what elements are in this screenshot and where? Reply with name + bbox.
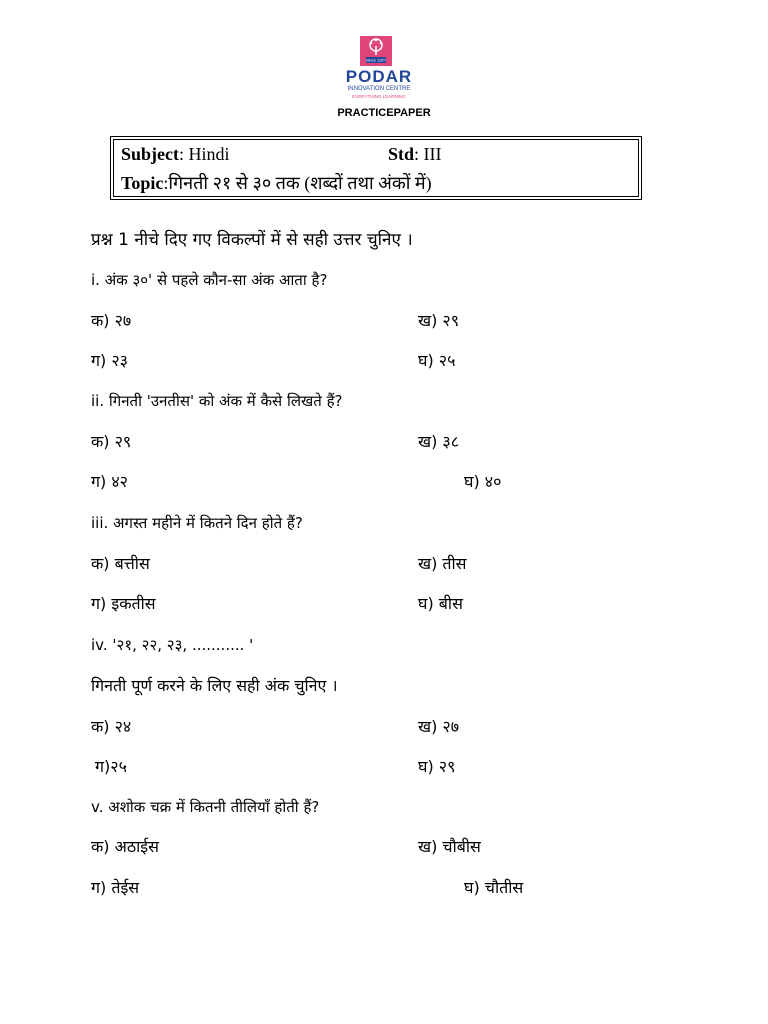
option-ka: क) २४ <box>91 717 132 736</box>
option-gha: घ) २९ <box>418 757 456 776</box>
option-kha: ख) चौबीस <box>418 837 481 856</box>
question-item-text: i. अंक ३०' से पहले कौन-सा अंक आता है? <box>91 271 328 289</box>
logo-brand-text: PODAR <box>345 67 413 86</box>
logo-tagline-text: EVERYTHING LEARNING <box>352 94 406 99</box>
question-item-text: iv. '२१, २२, २३, ........... ' <box>91 636 254 654</box>
question-item-text: v. अशोक चक्र में कितनी तीलियाँ होती हैं? <box>91 798 320 816</box>
question-item-text: iii. अगस्त महीने में कितने दिन होते हैं? <box>91 514 303 532</box>
option-ga: ग) २३ <box>91 351 128 370</box>
option-ga: ग) इकतीस <box>91 594 156 613</box>
option-ka: क) अठाईस <box>91 837 159 856</box>
option-gha: घ) २५ <box>418 351 456 370</box>
subject-value: : Hindi <box>179 144 230 164</box>
subject-line <box>121 143 230 165</box>
std-line <box>388 143 442 165</box>
option-ka: क) २९ <box>91 432 132 451</box>
std-value: : III <box>414 144 442 164</box>
logo-since-text: Since 1927 <box>365 57 387 63</box>
tree-emblem-icon <box>360 36 392 66</box>
option-kha: ख) २७ <box>418 717 460 736</box>
logo-subtitle-text: INNOVATION CENTRE <box>347 86 411 92</box>
option-ga: ग) ४२ <box>91 472 128 491</box>
option-ka: क) बत्तीस <box>91 554 150 573</box>
option-kha: ख) तीस <box>418 554 467 573</box>
subject-topic-inner <box>113 139 639 197</box>
option-gha: घ) बीस <box>418 594 463 613</box>
topic-label: Topic <box>121 173 164 193</box>
option-ga: ग) तेईस <box>91 878 140 897</box>
option-kha: ख) ३८ <box>418 432 460 451</box>
std-label: Std <box>388 144 415 164</box>
option-gha: घ) चौतीस <box>464 878 524 897</box>
paper-title: PRACTICEPAPER <box>337 107 431 119</box>
topic-value: :गिनती २१ से ३० तक (शब्दों तथा अंकों में) <box>163 173 432 193</box>
subject-label: Subject <box>121 144 179 164</box>
question-item-subtext: गिनती पूर्ण करने के लिए सही अंक चुनिए । <box>91 676 338 695</box>
option-kha: ख) २९ <box>418 311 460 330</box>
option-gha: घ) ४० <box>464 472 502 491</box>
topic-line <box>121 172 432 194</box>
question-item-text: ii. गिनती 'उनतीस' को अंक में कैसे लिखते हैं? <box>91 392 343 410</box>
podar-logo <box>329 36 439 104</box>
question-heading: प्रश्न 1 नीचे दिए गए विकल्पों में से सही उत्तर चुनिए । <box>91 230 413 250</box>
subject-topic-box <box>110 136 642 200</box>
option-ga: ग)२५ <box>95 757 127 776</box>
option-ka: क) २७ <box>91 311 132 330</box>
